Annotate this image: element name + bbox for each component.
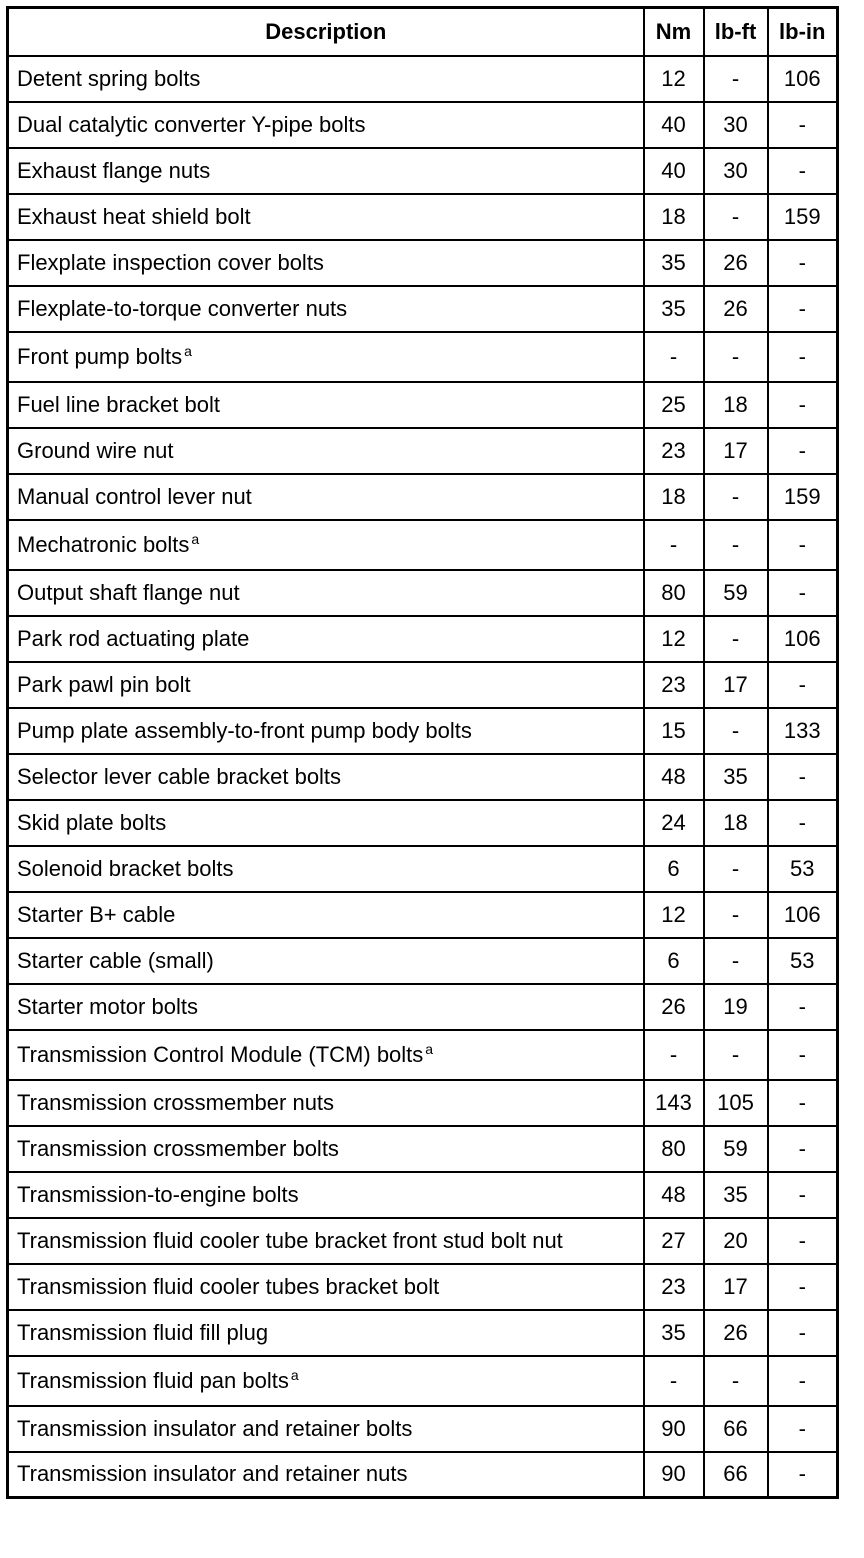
cell-lb-in: 53 bbox=[768, 938, 838, 984]
description-text: Park rod actuating plate bbox=[17, 625, 250, 651]
description-text: Starter B+ cable bbox=[17, 901, 176, 927]
cell-lb-ft: 26 bbox=[704, 240, 768, 286]
cell-lb-in: 106 bbox=[768, 56, 838, 102]
cell-lb-ft: 17 bbox=[704, 428, 768, 474]
cell-lb-in: - bbox=[768, 1172, 838, 1218]
cell-description bbox=[8, 428, 644, 474]
cell-nm: 27 bbox=[644, 1218, 704, 1264]
cell-lb-in: - bbox=[768, 662, 838, 708]
description-text: Fuel line bracket bolt bbox=[17, 391, 220, 417]
table-row bbox=[8, 1126, 838, 1172]
table-row bbox=[8, 1406, 838, 1452]
table-row bbox=[8, 846, 838, 892]
cell-description bbox=[8, 984, 644, 1030]
cell-description bbox=[8, 1218, 644, 1264]
table-row bbox=[8, 102, 838, 148]
cell-lb-in: - bbox=[768, 520, 838, 570]
description-text: Transmission insulator and retainer nuts bbox=[17, 1461, 408, 1487]
cell-nm: 6 bbox=[644, 846, 704, 892]
cell-lb-in: - bbox=[768, 800, 838, 846]
torque-spec-sheet bbox=[6, 6, 836, 1499]
cell-description bbox=[8, 1452, 644, 1498]
cell-nm: - bbox=[644, 332, 704, 382]
cell-description bbox=[8, 1030, 644, 1080]
cell-lb-in: - bbox=[768, 1264, 838, 1310]
cell-lb-ft: 18 bbox=[704, 382, 768, 428]
cell-nm: 12 bbox=[644, 892, 704, 938]
description-text: Starter cable (small) bbox=[17, 947, 214, 973]
table-row bbox=[8, 938, 838, 984]
cell-description bbox=[8, 662, 644, 708]
table-row bbox=[8, 428, 838, 474]
cell-nm: 48 bbox=[644, 1172, 704, 1218]
cell-lb-in: - bbox=[768, 240, 838, 286]
cell-nm: 35 bbox=[644, 240, 704, 286]
cell-lb-in: - bbox=[768, 1080, 838, 1126]
cell-nm: 143 bbox=[644, 1080, 704, 1126]
cell-description bbox=[8, 1080, 644, 1126]
table-row bbox=[8, 1172, 838, 1218]
table-row bbox=[8, 520, 838, 570]
cell-nm: 18 bbox=[644, 194, 704, 240]
description-text: Transmission fluid cooler tubes bracket bolt bbox=[17, 1273, 440, 1299]
table-row bbox=[8, 148, 838, 194]
cell-description bbox=[8, 754, 644, 800]
cell-nm: 26 bbox=[644, 984, 704, 1030]
cell-description bbox=[8, 892, 644, 938]
description-text: Pump plate assembly-to-front pump body bolts bbox=[17, 717, 472, 743]
cell-lb-ft: 26 bbox=[704, 1310, 768, 1356]
cell-lb-ft: - bbox=[704, 708, 768, 754]
cell-lb-ft: - bbox=[704, 1356, 768, 1406]
cell-nm: - bbox=[644, 520, 704, 570]
cell-nm: 35 bbox=[644, 1310, 704, 1356]
cell-lb-ft: - bbox=[704, 520, 768, 570]
table-row bbox=[8, 1356, 838, 1406]
table-row bbox=[8, 1310, 838, 1356]
description-text: Transmission crossmember bolts bbox=[17, 1135, 339, 1161]
cell-description bbox=[8, 56, 644, 102]
cell-lb-ft: 30 bbox=[704, 102, 768, 148]
table-row bbox=[8, 708, 838, 754]
cell-lb-in: - bbox=[768, 1126, 838, 1172]
cell-description bbox=[8, 1264, 644, 1310]
cell-lb-in: - bbox=[768, 1310, 838, 1356]
cell-lb-in: 106 bbox=[768, 892, 838, 938]
cell-lb-in: - bbox=[768, 1406, 838, 1452]
cell-lb-ft: 17 bbox=[704, 662, 768, 708]
cell-nm: 12 bbox=[644, 56, 704, 102]
footnote-marker: a bbox=[191, 530, 200, 547]
cell-lb-ft: 19 bbox=[704, 984, 768, 1030]
cell-nm: 15 bbox=[644, 708, 704, 754]
footnote-marker: a bbox=[184, 342, 192, 359]
cell-description bbox=[8, 382, 644, 428]
cell-description bbox=[8, 1310, 644, 1356]
table-row bbox=[8, 474, 838, 520]
description-text: Output shaft flange nut bbox=[17, 579, 240, 605]
cell-nm: - bbox=[644, 1356, 704, 1406]
cell-lb-in: 159 bbox=[768, 194, 838, 240]
cell-lb-in: - bbox=[768, 428, 838, 474]
table-header-row bbox=[8, 8, 838, 56]
cell-nm: 90 bbox=[644, 1452, 704, 1498]
description-text: Front pump bolts bbox=[17, 343, 183, 369]
table-row bbox=[8, 662, 838, 708]
cell-description bbox=[8, 846, 644, 892]
cell-lb-in: 133 bbox=[768, 708, 838, 754]
cell-lb-ft: - bbox=[704, 332, 768, 382]
cell-lb-ft: 18 bbox=[704, 800, 768, 846]
cell-description bbox=[8, 148, 644, 194]
table-row bbox=[8, 382, 838, 428]
cell-lb-in: - bbox=[768, 1356, 838, 1406]
cell-lb-ft: 35 bbox=[704, 754, 768, 800]
cell-description bbox=[8, 474, 644, 520]
cell-nm: 24 bbox=[644, 800, 704, 846]
description-text: Manual control lever nut bbox=[17, 483, 252, 509]
cell-description bbox=[8, 332, 644, 382]
column-header-nm: Nm bbox=[644, 8, 704, 56]
cell-nm: 35 bbox=[644, 286, 704, 332]
cell-description bbox=[8, 520, 644, 570]
footnote-marker: a bbox=[425, 1040, 434, 1057]
cell-lb-ft: 66 bbox=[704, 1452, 768, 1498]
description-text: Ground wire nut bbox=[17, 437, 174, 463]
cell-nm: 23 bbox=[644, 662, 704, 708]
cell-nm: 80 bbox=[644, 1126, 704, 1172]
cell-nm: 90 bbox=[644, 1406, 704, 1452]
cell-lb-in: - bbox=[768, 286, 838, 332]
table-row bbox=[8, 892, 838, 938]
cell-lb-ft: 66 bbox=[704, 1406, 768, 1452]
description-text: Selector lever cable bracket bolts bbox=[17, 763, 342, 789]
cell-description bbox=[8, 1172, 644, 1218]
cell-lb-ft: 59 bbox=[704, 570, 768, 616]
cell-description bbox=[8, 194, 644, 240]
table-row bbox=[8, 286, 838, 332]
table-row bbox=[8, 570, 838, 616]
cell-nm: 23 bbox=[644, 1264, 704, 1310]
cell-lb-ft: 17 bbox=[704, 1264, 768, 1310]
table-row bbox=[8, 332, 838, 382]
description-text: Transmission-to-engine bolts bbox=[17, 1181, 299, 1207]
description-text: Transmission insulator and retainer bolts bbox=[17, 1415, 413, 1441]
description-text: Solenoid bracket bolts bbox=[17, 855, 234, 881]
cell-lb-in: - bbox=[768, 1452, 838, 1498]
cell-lb-in: 159 bbox=[768, 474, 838, 520]
table-row bbox=[8, 984, 838, 1030]
table-row bbox=[8, 56, 838, 102]
cell-lb-ft: - bbox=[704, 892, 768, 938]
cell-description bbox=[8, 938, 644, 984]
description-text: Transmission fluid cooler tube bracket front stud bolt nut bbox=[17, 1227, 563, 1253]
cell-lb-ft: - bbox=[704, 56, 768, 102]
description-text: Transmission fluid fill plug bbox=[17, 1319, 269, 1345]
cell-lb-in: - bbox=[768, 984, 838, 1030]
table-row bbox=[8, 1264, 838, 1310]
description-text: Transmission crossmember nuts bbox=[17, 1089, 335, 1115]
cell-lb-in: - bbox=[768, 570, 838, 616]
cell-lb-in: - bbox=[768, 332, 838, 382]
cell-lb-in: - bbox=[768, 382, 838, 428]
cell-description bbox=[8, 800, 644, 846]
description-text: Starter motor bolts bbox=[17, 993, 198, 1019]
description-text: Transmission Control Module (TCM) bolts bbox=[17, 1041, 424, 1067]
cell-description bbox=[8, 570, 644, 616]
cell-lb-ft: - bbox=[704, 194, 768, 240]
cell-description bbox=[8, 1356, 644, 1406]
description-text: Exhaust flange nuts bbox=[17, 157, 211, 183]
cell-description bbox=[8, 286, 644, 332]
description-text: Skid plate bolts bbox=[17, 809, 167, 835]
cell-lb-ft: - bbox=[704, 474, 768, 520]
table-row bbox=[8, 1030, 838, 1080]
description-text: Exhaust heat shield bolt bbox=[17, 203, 251, 229]
torque-specifications-table bbox=[6, 6, 839, 1499]
cell-lb-ft: - bbox=[704, 938, 768, 984]
cell-lb-in: 53 bbox=[768, 846, 838, 892]
cell-nm: 80 bbox=[644, 570, 704, 616]
cell-lb-ft: - bbox=[704, 846, 768, 892]
table-row bbox=[8, 616, 838, 662]
cell-lb-in: - bbox=[768, 102, 838, 148]
column-header-description: Description bbox=[8, 8, 644, 56]
cell-lb-in: - bbox=[768, 1218, 838, 1264]
cell-description bbox=[8, 1406, 644, 1452]
cell-lb-ft: 26 bbox=[704, 286, 768, 332]
cell-nm: 12 bbox=[644, 616, 704, 662]
cell-lb-ft: 105 bbox=[704, 1080, 768, 1126]
description-text: Dual catalytic converter Y-pipe bolts bbox=[17, 111, 366, 137]
table-row bbox=[8, 194, 838, 240]
footnote-marker: a bbox=[290, 1366, 299, 1383]
cell-lb-in: - bbox=[768, 148, 838, 194]
cell-lb-ft: - bbox=[704, 616, 768, 662]
cell-description bbox=[8, 708, 644, 754]
table-row bbox=[8, 1218, 838, 1264]
cell-lb-ft: 59 bbox=[704, 1126, 768, 1172]
cell-nm: 40 bbox=[644, 148, 704, 194]
cell-description bbox=[8, 240, 644, 286]
description-text: Flexplate inspection cover bolts bbox=[17, 249, 324, 275]
table-body bbox=[8, 56, 838, 1498]
table-row bbox=[8, 1452, 838, 1498]
cell-description bbox=[8, 102, 644, 148]
cell-lb-ft: - bbox=[704, 1030, 768, 1080]
description-text: Flexplate-to-torque converter nuts bbox=[17, 295, 348, 321]
table-row bbox=[8, 754, 838, 800]
cell-lb-ft: 35 bbox=[704, 1172, 768, 1218]
description-text: Park pawl pin bolt bbox=[17, 671, 191, 697]
cell-lb-ft: 30 bbox=[704, 148, 768, 194]
description-text: Mechatronic bolts bbox=[17, 531, 190, 557]
column-header-lb-in: lb-in bbox=[768, 8, 838, 56]
description-text: Detent spring bolts bbox=[17, 65, 201, 91]
cell-description bbox=[8, 1126, 644, 1172]
cell-nm: 6 bbox=[644, 938, 704, 984]
cell-description bbox=[8, 616, 644, 662]
table-row bbox=[8, 800, 838, 846]
cell-nm: 40 bbox=[644, 102, 704, 148]
cell-lb-in: - bbox=[768, 754, 838, 800]
column-header-lb-ft: lb-ft bbox=[704, 8, 768, 56]
table-row bbox=[8, 1080, 838, 1126]
cell-nm: 23 bbox=[644, 428, 704, 474]
cell-nm: 48 bbox=[644, 754, 704, 800]
cell-lb-ft: 20 bbox=[704, 1218, 768, 1264]
table-row bbox=[8, 240, 838, 286]
cell-nm: 18 bbox=[644, 474, 704, 520]
cell-lb-in: - bbox=[768, 1030, 838, 1080]
cell-nm: 25 bbox=[644, 382, 704, 428]
description-text: Transmission fluid pan bolts bbox=[17, 1367, 289, 1393]
cell-lb-in: 106 bbox=[768, 616, 838, 662]
cell-nm: - bbox=[644, 1030, 704, 1080]
